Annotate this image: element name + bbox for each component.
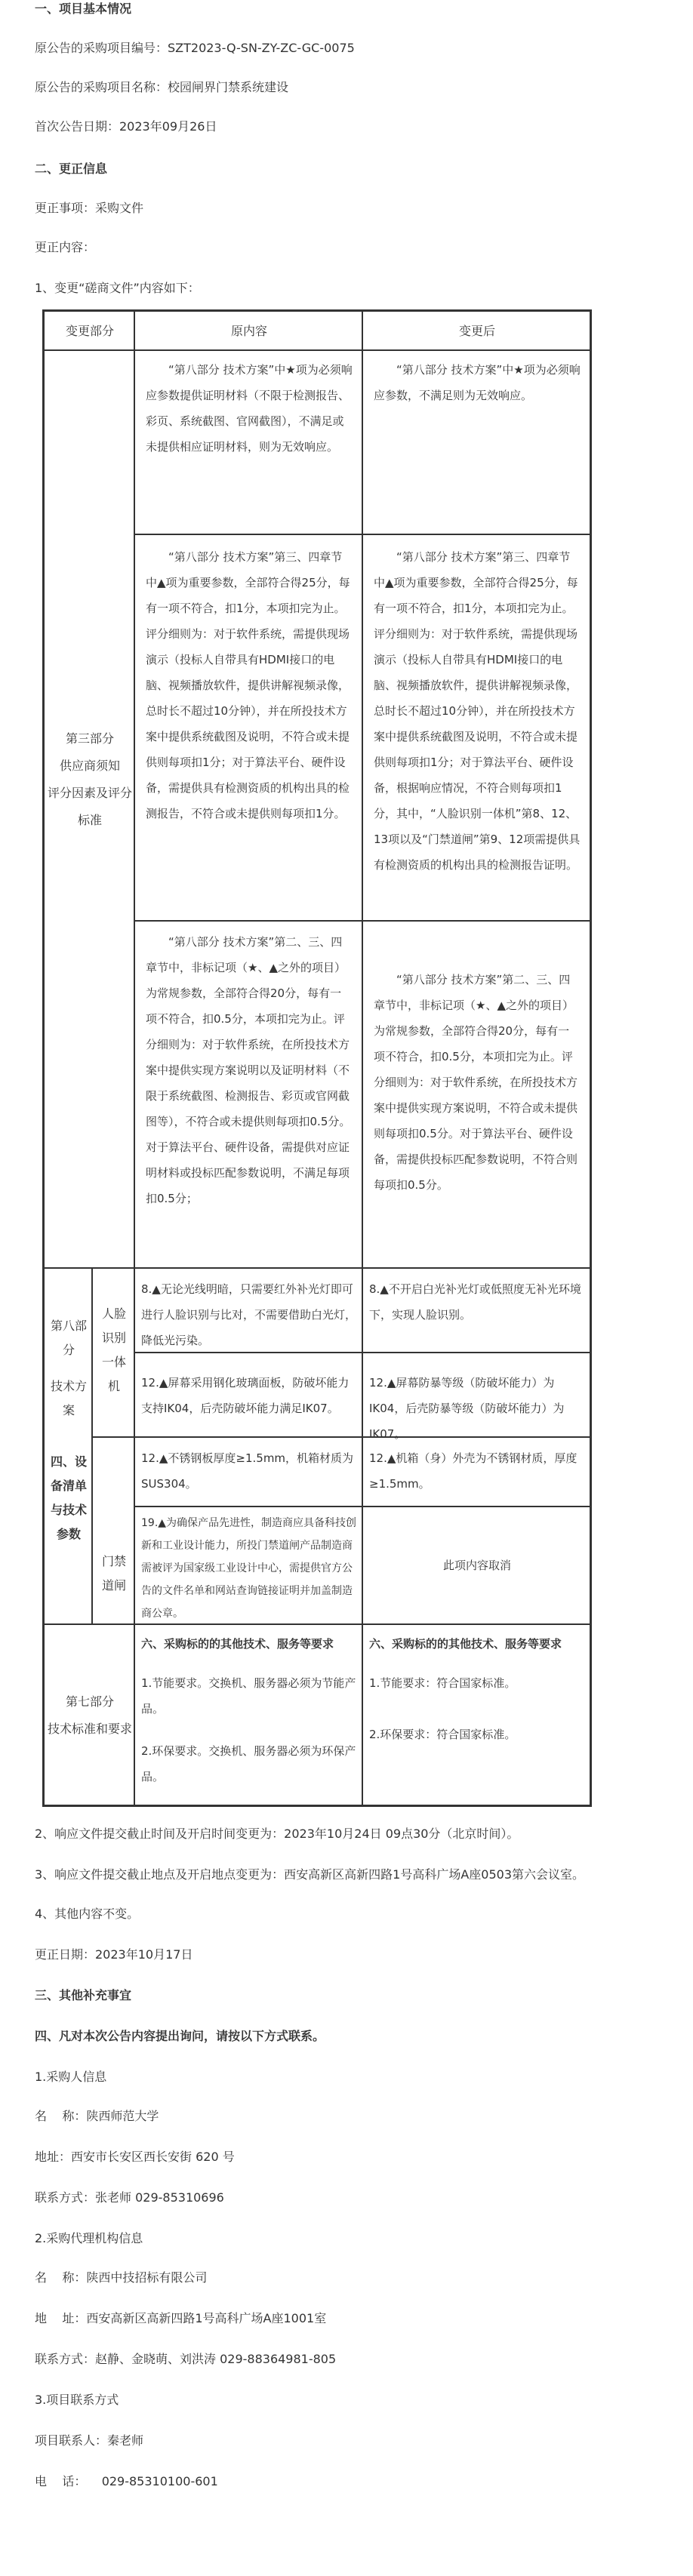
group2-label-line: 第八部分	[50, 1319, 87, 1357]
table-row-changed	[362, 350, 590, 534]
table-row-original	[134, 1353, 362, 1437]
table-row-original	[134, 350, 362, 534]
project-name: 原公告的采购项目名称：校园闸界门禁系统建设	[35, 80, 289, 94]
row8-original-title: 六、采购标的的其他技术、服务等要求	[141, 1637, 334, 1651]
group3-label-line: 第七部分	[65, 1694, 114, 1709]
section4-heading: 四、凡对本次公告内容提出询问，请按以下方式联系。	[35, 2029, 325, 2043]
section1-heading: 一、项目基本情况	[35, 2, 132, 16]
header-changed: 变更后	[458, 324, 495, 338]
sub-label-cell	[92, 1437, 134, 1624]
change-table	[42, 309, 592, 1807]
sub-label-gate: 门禁道闸	[101, 1554, 126, 1593]
row4-original-text: 8.▲无论光线明暗，只需要红外补光灯即可进行人脸识别与比对，不需要借助白光灯，降低光污染。	[141, 1282, 357, 1347]
row7-original-text: 19.▲为确保产品先进性，制造商应具备科技创新和工业设计能力，所投门禁道闸产品制造商需被评为国家级工业设计中心，需提供官方公告的文件名单和网站查询链接证明并加盖制造商公章。	[141, 1517, 357, 1620]
group2-label-bottom: 四、设备清单与技术参数	[50, 1454, 87, 1541]
row8-original-item2: 2.环保要求。交换机、服务器必须为环保产品。	[141, 1744, 356, 1784]
agent-contact: 联系方式：赵静、金晓萌、刘洪涛 029-88364981-805	[35, 2352, 337, 2366]
row8-changed-item1: 1.节能要求：符合国家标准。	[369, 1676, 516, 1690]
row8-changed-item2: 2.环保要求：符合国家标准。	[369, 1728, 516, 1741]
row7-changed-text: 此项内容取消	[442, 1559, 511, 1572]
project-contact-phone: 电 话： 029-85310100-601	[35, 2474, 218, 2488]
row6-changed-text: 12.▲机箱（身）外壳为不锈钢材质，厚度≥1.5mm。	[369, 1451, 578, 1491]
table-row-changed	[362, 1507, 590, 1624]
row8-changed-title: 六、采购标的的其他技术、服务等要求	[369, 1637, 562, 1651]
first-announce-date: 首次公告日期：2023年09月26日	[35, 119, 217, 134]
row3-original-text: “第八部分 技术方案”第二、三、四章节中，非标记项（★、▲之外的项目）为常规参数，全部符合得20分，每有一项不符合，扣0.5分，本项扣完为止。评分细则为：对于软件系统，在所投技术方案中提供实现方案说明以及证明材料（不限于系统截图、检测报告、彩页或官网截图等），不符合或未提供则每项扣0.5分。对于算法平台、硬件设备，需提供对应证明材料或投标匹配参数说明，不满足每项扣0.5分；	[146, 935, 351, 1205]
sub-label-face: 人脸识别一体机	[101, 1306, 126, 1393]
project-number: 原公告的采购项目编号：SZT2023-Q-SN-ZY-ZC-GC-0075	[35, 41, 355, 55]
correction-date: 更正日期：2023年10月17日	[35, 1947, 193, 1962]
group1-label-line: 第三部分	[65, 731, 114, 746]
row3-changed-text: “第八部分 技术方案”第二、三、四章节中，非标记项（★、▲之外的项目）为常规参数，全部符合得20分，每有一项不符合，扣0.5分，本项扣完为止。评分细则为：对于软件系统，在所投技术方案中提供实现方案说明，不符合或未提供则每项扣0.5分。对于算法平台、硬件设备，需提供投标匹配参数说明，不符合则每项扣0.5分。	[374, 973, 578, 1192]
project-contact-title: 3.项目联系方式	[35, 2393, 119, 2407]
table-row-changed	[362, 1437, 590, 1507]
group1-label-line: 供应商须知	[59, 759, 120, 773]
buyer-name: 名 称：陕西师范大学	[35, 2109, 159, 2123]
table-row-changed	[362, 1353, 590, 1441]
group-label-cell	[44, 350, 134, 1268]
group-label-cell	[44, 1624, 134, 1805]
table-row-changed	[362, 534, 590, 921]
agent-address: 地 址：西安高新区高新四路1号高科广场A座1001室	[35, 2311, 327, 2325]
correction-item: 更正事项：采购文件	[35, 201, 144, 215]
row1-changed-text: “第八部分 技术方案”中★项为必须响应参数，不满足则为无效响应。	[374, 363, 581, 402]
table-row-changed	[362, 1624, 590, 1805]
header-cell	[134, 311, 362, 350]
section3-heading: 三、其他补充事宜	[35, 1988, 132, 2002]
group3-label-line: 技术标准和要求	[48, 1722, 133, 1736]
header-original: 原内容	[230, 324, 267, 338]
table-row-original	[134, 1624, 362, 1805]
agent-name: 名 称：陕西中技招标有限公司	[35, 2270, 208, 2285]
sub-label-cell	[92, 1268, 134, 1437]
agent-title: 2.采购代理机构信息	[35, 2231, 143, 2245]
project-contact-person: 项目联系人：秦老师	[35, 2433, 144, 2448]
deadline-change: 2、响应文件提交截止时间及开启时间变更为：2023年10月24日 09点30分（北京时间）。	[35, 1827, 519, 1841]
row6-original-text: 12.▲不锈钢板厚度≥1.5mm，机箱材质为SUS304。	[141, 1451, 354, 1491]
location-change: 3、响应文件提交截止地点及开启地点变更为：西安高新区高新四路1号高科广场A座0503第六会议室。	[35, 1867, 585, 1882]
table-row-original	[134, 1507, 362, 1624]
row5-original-text: 12.▲屏幕采用钢化玻璃面板，防破坏能力支持IK04，后壳防破坏能力满足IK07。	[141, 1376, 350, 1415]
group-label-cell	[44, 1268, 92, 1624]
row2-changed-text: “第八部分 技术方案”第三、四章节中▲项为重要参数，全部符合得25分，每有一项不符合，扣1分，本项扣完为止。评分细则为：对于软件系统，需提供现场演示（投标人自带具有HDMI接口的电脑、视频播放软件，提供讲解视频录像，总时长不超过10分钟），并在所投技术方案中提供系统截图及说明，不符合或未提供则每项扣1分；对于算法平台、硬件设备，根据响应情况，不符合则每项扣1分，其中，“人脸识别一体机”第8、12、13项以及“门禁道闸”第9、12项需提供具有检测资质的机构出具的检测报告证明。	[374, 550, 581, 872]
correction-content-label: 更正内容：	[35, 240, 96, 254]
table-row-changed	[362, 1268, 590, 1353]
row1-original-text: “第八部分 技术方案”中★项为必须响应参数提供证明材料（不限于检测报告、彩页、系统截图、官网截图），不满足或未提供相应证明材料，则为无效响应。	[146, 363, 353, 454]
change1-intro: 1、变更“磋商文件”内容如下：	[35, 281, 200, 295]
other-unchanged: 4、其他内容不变。	[35, 1907, 140, 1921]
table-row-original	[134, 921, 362, 1268]
header-cell	[44, 311, 134, 350]
row4-changed-text: 8.▲不开启白光补光灯或低照度无补光环境下，实现人脸识别。	[369, 1282, 581, 1322]
group2-label-line: 技术方案	[50, 1379, 87, 1417]
row2-original-text: “第八部分 技术方案”第三、四章节中▲项为重要参数，全部符合得25分，每有一项不符合，扣1分，本项扣完为止。评分细则为：对于软件系统，需提供现场演示（投标人自带具有HDMI接口的电脑、视频播放软件，提供讲解视频录像，总时长不超过10分钟），并在所投技术方案中提供系统截图及说明，不符合或未提供则每项扣1分；对于算法平台、硬件设备，需提供具有检测资质的机构出具的检测报告，不符合或未提供则每项扣1分。	[146, 550, 350, 820]
buyer-title: 1.采购人信息	[35, 2070, 107, 2084]
section2-heading: 二、更正信息	[35, 162, 108, 176]
buyer-contact: 联系方式：张老师 029-85310696	[35, 2190, 224, 2205]
row5-changed-text: 12.▲屏幕防暴等级（防破坏能力）为IK04，后壳防暴等级（防破坏能力）为IK07。	[369, 1376, 565, 1441]
row8-original-item1: 1.节能要求。交换机、服务器必须为节能产品。	[141, 1676, 356, 1716]
table-row-original	[134, 1437, 362, 1507]
table-row-original	[134, 1268, 362, 1353]
group1-label-line: 评分因素及评分标准	[48, 786, 133, 827]
header-part: 变更部分	[65, 324, 114, 338]
table-row-changed	[362, 921, 590, 1268]
buyer-address: 地址：西安市长安区西长安街 620 号	[35, 2150, 235, 2164]
table-row-original	[134, 534, 362, 921]
header-cell	[362, 311, 590, 350]
